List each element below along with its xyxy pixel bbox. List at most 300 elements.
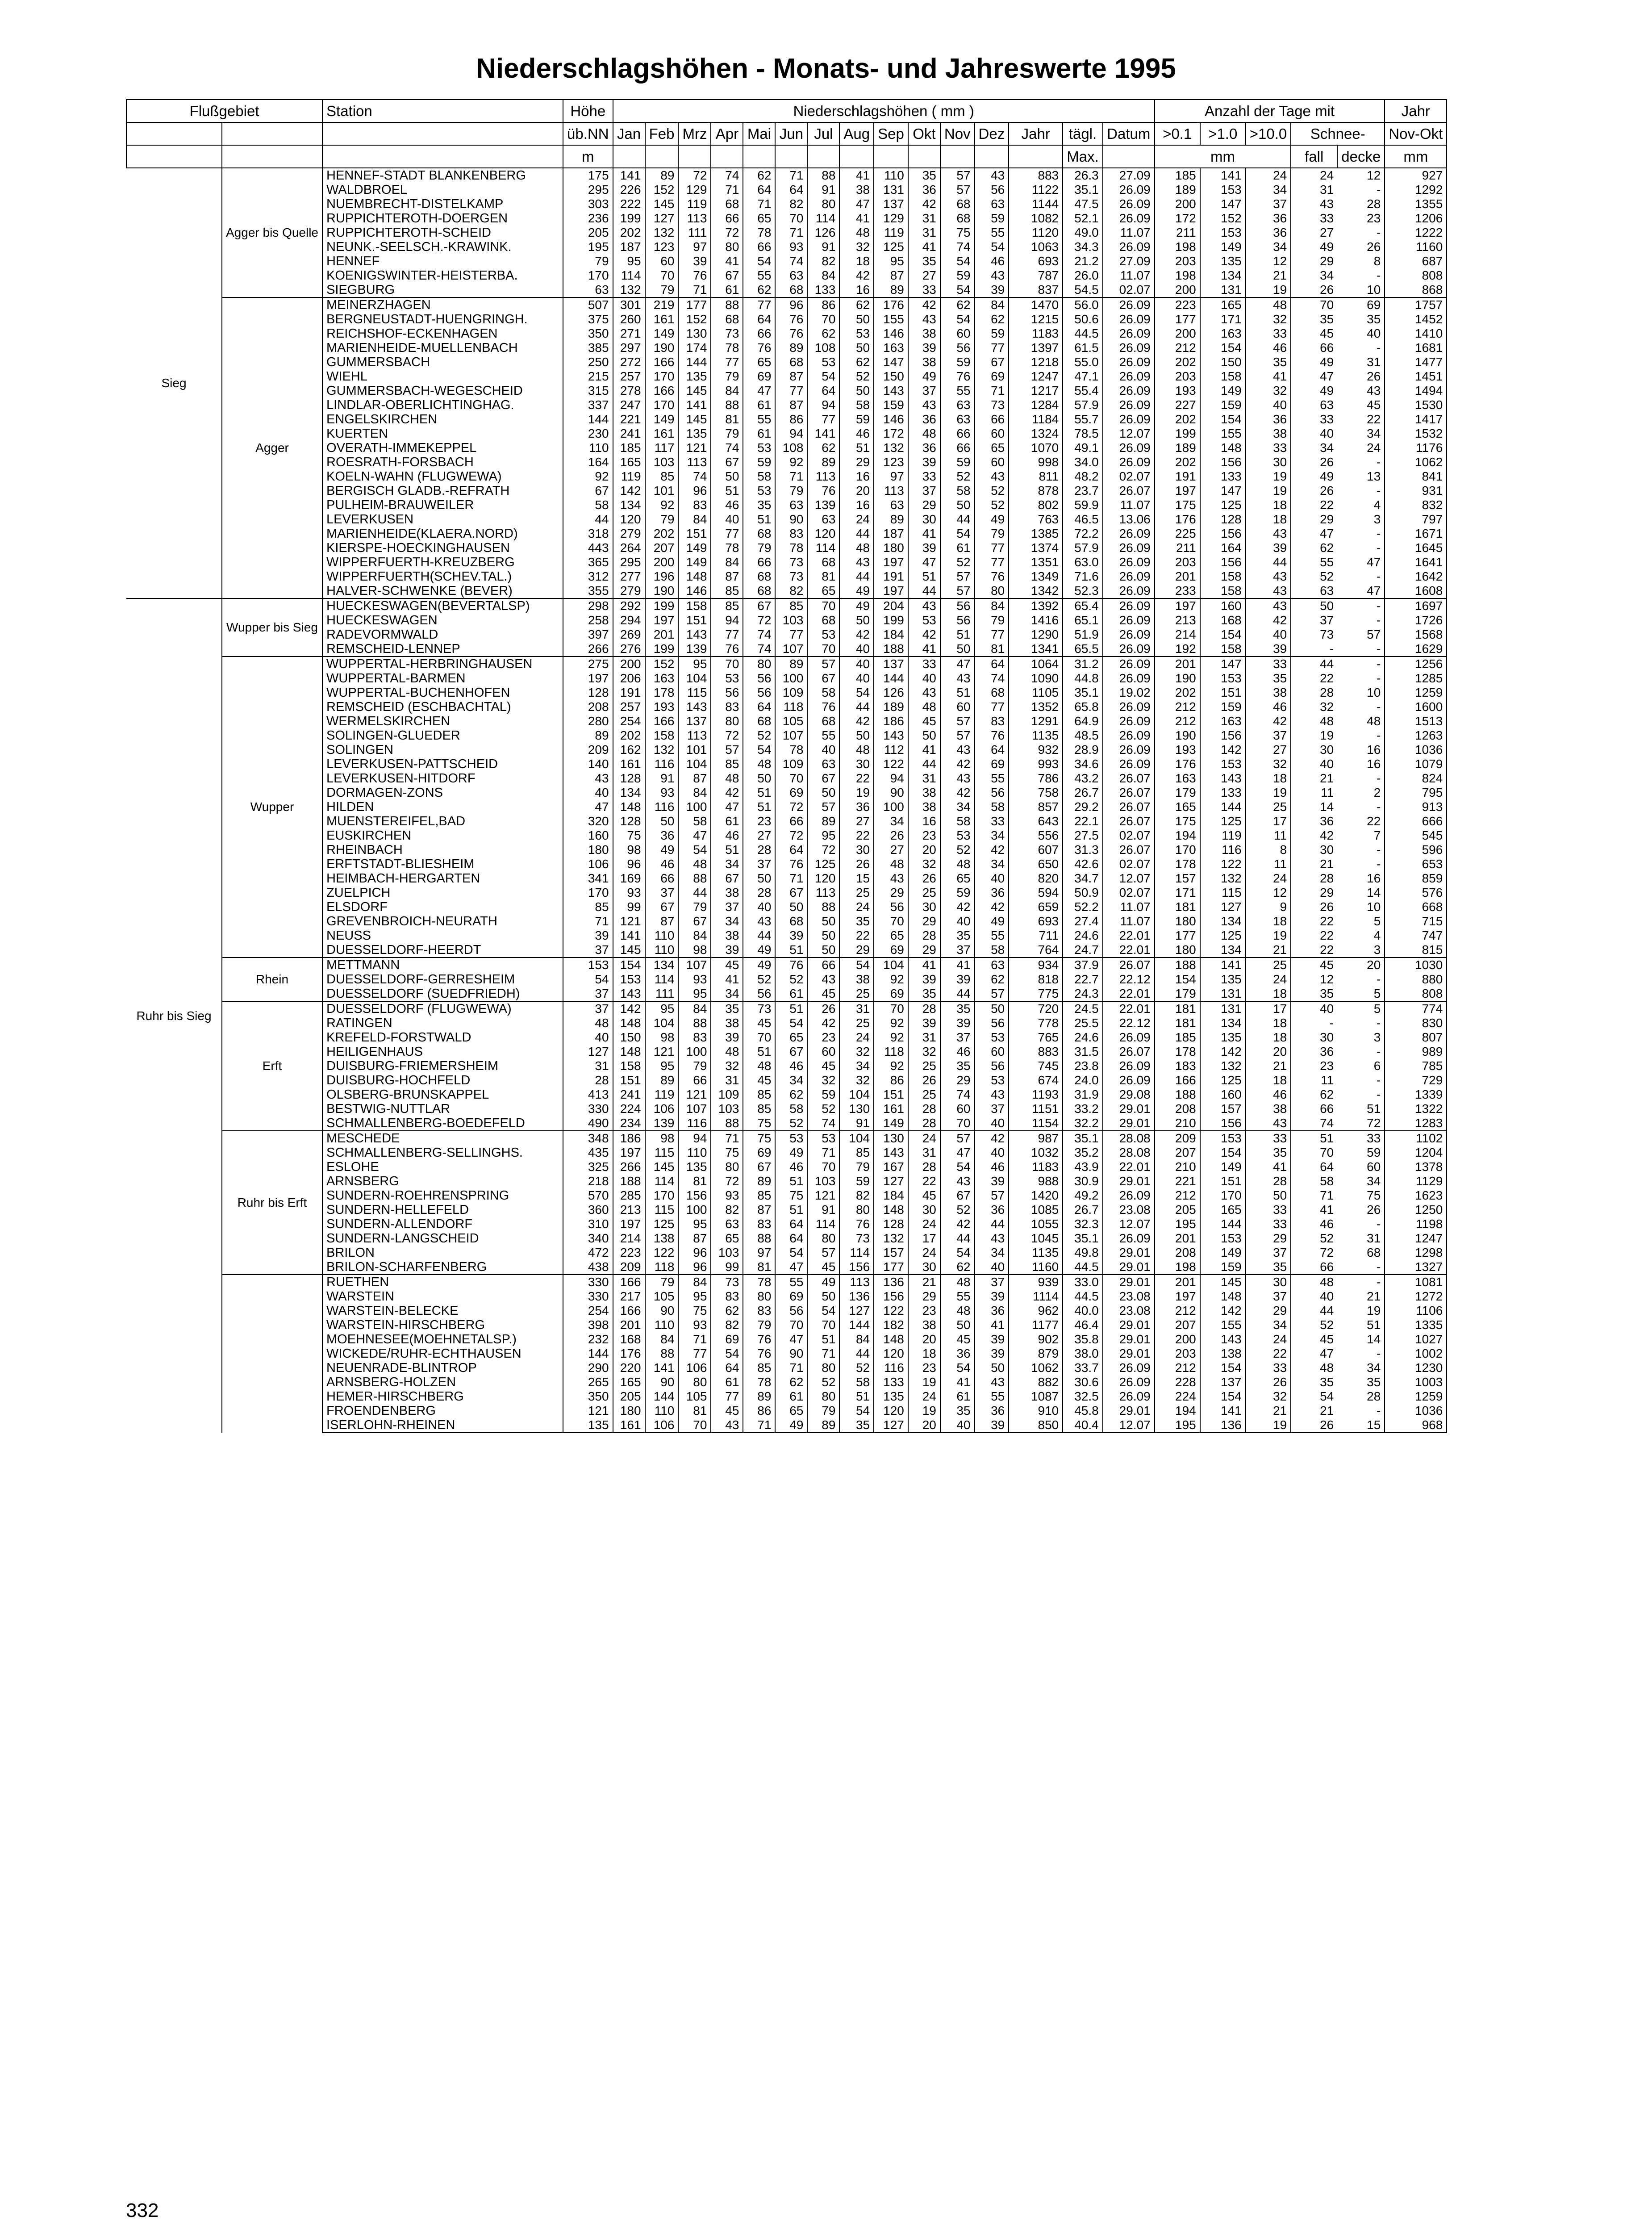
cell-value: 50 xyxy=(743,771,775,786)
cell-value: 44 xyxy=(563,512,613,527)
cell-value: 745 xyxy=(1009,1059,1063,1073)
station-name: MARIENHEIDE(KLAERA.NORD) xyxy=(322,527,563,541)
cell-value: 12.07 xyxy=(1103,427,1155,441)
cell-value: 56 xyxy=(743,686,775,700)
cell-value: 233 xyxy=(1155,584,1200,598)
cell-value: 127 xyxy=(645,211,679,226)
table-row xyxy=(126,828,1447,843)
cell-value: 152 xyxy=(645,657,679,671)
cell-value: 93 xyxy=(775,240,807,254)
cell-value: - xyxy=(1337,1045,1385,1059)
cell-value: 23.7 xyxy=(1063,484,1103,498)
cell-value: 29.01 xyxy=(1103,1332,1155,1346)
cell-value: 153 xyxy=(1200,1131,1246,1146)
subbasin-label: Erft xyxy=(222,1001,322,1131)
cell-value: 1087 xyxy=(1009,1389,1063,1404)
cell-value: 51 xyxy=(1291,1131,1337,1146)
cell-value: 72 xyxy=(711,1174,743,1188)
cell-value: 38 xyxy=(1246,1102,1291,1116)
cell-value: 131 xyxy=(1200,1001,1246,1016)
cell-value: 34 xyxy=(1337,1174,1385,1188)
cell-value: 105 xyxy=(775,714,807,728)
cell-value: 272 xyxy=(613,355,645,369)
cell-value: 49 xyxy=(1320,240,1334,254)
cell-value: 57 xyxy=(975,1188,1009,1203)
cell-value: 43 xyxy=(975,1087,1009,1102)
cell-value: 38 xyxy=(711,886,743,900)
cell-value: 340 xyxy=(563,1231,613,1246)
table-body xyxy=(126,168,1447,1433)
cell-value: 26 xyxy=(908,871,940,886)
cell-value: 200 xyxy=(1155,326,1200,341)
cell-value: 67 xyxy=(807,771,839,786)
cell-value: 53 xyxy=(775,1131,807,1146)
station-name: GREVENBROICH-NEURATH xyxy=(322,914,563,928)
cell-value: 72 xyxy=(743,613,775,627)
cell-value: - xyxy=(1337,527,1385,541)
cell-value: 33 xyxy=(1320,211,1334,225)
cell-value: 266 xyxy=(613,1160,645,1174)
cell-value: 48 xyxy=(711,1045,743,1059)
cell-value: 149 xyxy=(1200,1246,1246,1260)
cell-value: 46 xyxy=(839,427,874,441)
cell-value: 47 xyxy=(1320,1346,1334,1360)
table-row xyxy=(126,197,1447,211)
cell-value: 15 xyxy=(839,871,874,886)
cell-value: 38 xyxy=(839,183,874,197)
station-name: DUESSELDORF-GERRESHEIM xyxy=(322,972,563,987)
cell-value: 37 xyxy=(1246,1289,1291,1304)
cell-value: 159 xyxy=(1200,1260,1246,1275)
cell-value: 207 xyxy=(645,541,679,555)
station-name: WARSTEIN xyxy=(322,1289,563,1304)
cell-value: 1385 xyxy=(1009,527,1063,541)
cell-value: - xyxy=(1337,671,1385,686)
cell-value: 28 xyxy=(1320,686,1334,699)
cell-value: 45 xyxy=(807,1059,839,1073)
cell-value: 57.9 xyxy=(1063,541,1103,555)
cell-value: 43.9 xyxy=(1063,1160,1103,1174)
cell-value: - xyxy=(1337,1217,1385,1231)
cell-value: 25 xyxy=(1246,958,1291,972)
cell-value: 36 xyxy=(1246,211,1291,226)
cell-value: 187 xyxy=(874,527,908,541)
cell-value: 37 xyxy=(975,1275,1009,1289)
cell-value: 155 xyxy=(874,312,908,326)
cell-value: 49 xyxy=(807,1275,839,1289)
cell-value: 650 xyxy=(1009,857,1063,871)
cell-value: 26.09 xyxy=(1103,240,1155,254)
cell-value: 24 xyxy=(839,512,874,527)
cell-value: 49 xyxy=(1320,384,1334,397)
cell-value: 180 xyxy=(1155,914,1200,928)
cell-value: 18 xyxy=(1246,987,1291,1001)
cell-value: 76 xyxy=(711,642,743,657)
cell-value: 191 xyxy=(613,686,645,700)
cell-value: 545 xyxy=(1385,828,1447,843)
cell-value: 69 xyxy=(1337,297,1385,312)
cell-value: 24.6 xyxy=(1063,928,1103,943)
cell-value: 1374 xyxy=(1009,541,1063,555)
cell-value: 51 xyxy=(839,1389,874,1404)
cell-value: 35 xyxy=(743,498,775,512)
cell-value: 137 xyxy=(678,714,711,728)
cell-value: 70 xyxy=(645,268,679,283)
cell-value: 33 xyxy=(1320,412,1334,426)
cell-value: 50 xyxy=(940,1318,975,1332)
cell-value: 31 xyxy=(1320,183,1334,197)
cell-value: 55.7 xyxy=(1063,412,1103,427)
cell-value: 25 xyxy=(839,1016,874,1030)
cell-value: 79 xyxy=(645,1275,679,1289)
header-month: Dez xyxy=(975,122,1009,145)
cell-value: 134 xyxy=(645,958,679,972)
cell-value: 110 xyxy=(645,1404,679,1418)
cell-value: 64 xyxy=(975,657,1009,671)
cell-value: 26 xyxy=(1291,1418,1337,1433)
cell-value: 24 xyxy=(839,1030,874,1045)
cell-value: 164 xyxy=(1200,541,1246,555)
cell-value: 145 xyxy=(1200,1275,1246,1289)
cell-value: 129 xyxy=(874,211,908,226)
header-snow: Schnee- xyxy=(1291,122,1385,145)
cell-value: 65.5 xyxy=(1063,642,1103,657)
table-row xyxy=(126,1001,1447,1016)
cell-value: 105 xyxy=(678,1389,711,1404)
cell-value: 43 xyxy=(908,398,940,412)
cell-value: 70 xyxy=(678,1418,711,1433)
cell-value: 57 xyxy=(940,584,975,598)
cell-value: 79 xyxy=(711,427,743,441)
cell-value: 34 xyxy=(839,1059,874,1073)
table-row xyxy=(126,441,1447,455)
cell-value: 185 xyxy=(613,441,645,455)
cell-value: 136 xyxy=(1200,1418,1246,1433)
cell-value: 51 xyxy=(775,1174,807,1188)
cell-value: 58 xyxy=(678,814,711,828)
cell-value: 33 xyxy=(908,469,940,484)
cell-value: 35 xyxy=(1320,1375,1334,1389)
cell-value: 46 xyxy=(1320,1217,1334,1231)
cell-value: 150 xyxy=(1200,355,1246,369)
page-number: 332 xyxy=(126,2200,159,2221)
cell-value: 156 xyxy=(839,1260,874,1275)
cell-value: 66 xyxy=(743,240,775,254)
cell-value: 882 xyxy=(1009,1375,1063,1389)
cell-value: 27 xyxy=(743,828,775,843)
cell-value: 178 xyxy=(645,686,679,700)
cell-value: 116 xyxy=(678,1116,711,1131)
cell-value: 137 xyxy=(1200,1375,1246,1389)
cell-value: 1378 xyxy=(1385,1160,1447,1174)
cell-value: 114 xyxy=(613,268,645,283)
cell-value: 175 xyxy=(563,168,613,183)
cell-value: 86 xyxy=(743,1404,775,1418)
cell-value: 79 xyxy=(775,484,807,498)
cell-value: 128 xyxy=(563,686,613,700)
cell-value: 46 xyxy=(1246,700,1291,714)
cell-value: 93 xyxy=(678,972,711,987)
cell-value: 26 xyxy=(839,857,874,871)
cell-value: 42 xyxy=(940,1217,975,1231)
subbasin-label xyxy=(222,1275,322,1433)
cell-value: 41 xyxy=(908,642,940,657)
cell-value: 241 xyxy=(613,1087,645,1102)
cell-value: 141 xyxy=(645,1361,679,1375)
cell-value: 66 xyxy=(678,1073,711,1087)
cell-value: 70 xyxy=(807,642,839,657)
cell-value: 143 xyxy=(1200,1332,1246,1346)
cell-value: 156 xyxy=(678,1188,711,1203)
cell-value: 35.8 xyxy=(1063,1332,1103,1346)
cell-value: 21 xyxy=(1320,857,1334,871)
cell-value: 42 xyxy=(940,900,975,914)
cell-value: 39 xyxy=(775,928,807,943)
cell-value: 40 xyxy=(975,871,1009,886)
cell-value: 91 xyxy=(839,1116,874,1131)
cell-value: 68 xyxy=(775,914,807,928)
cell-value: 9 xyxy=(1246,900,1291,914)
cell-value: 84 xyxy=(711,384,743,398)
cell-value: 143 xyxy=(874,1146,908,1160)
cell-value: 76 xyxy=(743,1332,775,1346)
cell-value: 29.01 xyxy=(1103,1246,1155,1260)
table-row xyxy=(126,1404,1447,1418)
cell-value: 19 xyxy=(1246,928,1291,943)
cell-value: 1355 xyxy=(1385,197,1447,211)
cell-value: 55 xyxy=(975,226,1009,240)
table-row xyxy=(126,512,1447,527)
cell-value: 51 xyxy=(1337,1318,1385,1332)
cell-value: 989 xyxy=(1385,1045,1447,1059)
cell-value: 35 xyxy=(839,914,874,928)
station-name: WALDBROEL xyxy=(322,183,563,197)
cell-value: 68 xyxy=(807,714,839,728)
cell-value: 103 xyxy=(807,1174,839,1188)
cell-value: 55 xyxy=(975,1389,1009,1404)
cell-value: 70 xyxy=(874,1001,908,1016)
cell-value: 62 xyxy=(975,312,1009,326)
cell-value: 89 xyxy=(807,814,839,828)
cell-value: 47 xyxy=(563,800,613,814)
table-row xyxy=(126,283,1447,297)
cell-value: 26.09 xyxy=(1103,555,1155,569)
cell-value: 910 xyxy=(1009,1404,1063,1418)
table-row xyxy=(126,1389,1447,1404)
cell-value: 1352 xyxy=(1009,700,1063,714)
cell-value: 72 xyxy=(807,843,839,857)
cell-value: 212 xyxy=(1155,1304,1200,1318)
cell-value: 227 xyxy=(1155,398,1200,412)
table-row xyxy=(126,972,1447,987)
cell-value: 58 xyxy=(975,943,1009,958)
cell-value: 65 xyxy=(743,211,775,226)
cell-value: 113 xyxy=(807,886,839,900)
cell-value: 213 xyxy=(1155,613,1200,627)
cell-value: 38 xyxy=(908,800,940,814)
cell-value: 58 xyxy=(975,800,1009,814)
cell-value: 197 xyxy=(563,671,613,686)
cell-value: 146 xyxy=(678,584,711,598)
cell-value: 46.5 xyxy=(1063,512,1103,527)
cell-value: 65 xyxy=(711,1231,743,1246)
cell-value: 63 xyxy=(807,512,839,527)
cell-value: 55.4 xyxy=(1063,384,1103,398)
cell-value: 38 xyxy=(908,786,940,800)
cell-value: 200 xyxy=(613,657,645,671)
cell-value: 202 xyxy=(1155,455,1200,469)
cell-value: 43.2 xyxy=(1063,771,1103,786)
cell-value: 54 xyxy=(807,369,839,384)
station-name: BESTWIG-NUTTLAR xyxy=(322,1102,563,1116)
cell-value: 37.9 xyxy=(1063,958,1103,972)
cell-value: 26.07 xyxy=(1103,484,1155,498)
cell-value: 1726 xyxy=(1385,613,1447,627)
cell-value: 18 xyxy=(1246,498,1291,512)
cell-value: 42.6 xyxy=(1063,857,1103,871)
cell-value: 177 xyxy=(1155,928,1200,943)
cell-value: 43 xyxy=(908,686,940,700)
cell-value: 55 xyxy=(940,384,975,398)
header-snowfall: fall xyxy=(1291,145,1337,168)
cell-value: 1420 xyxy=(1009,1188,1063,1203)
cell-value: 26.09 xyxy=(1103,355,1155,369)
cell-value: 34 xyxy=(975,1246,1009,1260)
cell-value: 43 xyxy=(975,1375,1009,1389)
cell-value: 23 xyxy=(908,1304,940,1318)
cell-value: 22.12 xyxy=(1103,972,1155,987)
cell-value: 47 xyxy=(940,657,975,671)
cell-value: 67 xyxy=(563,484,613,498)
table-row xyxy=(126,1418,1447,1433)
cell-value: 63 xyxy=(563,283,613,297)
cell-value: 48 xyxy=(1320,1361,1334,1375)
cell-value: 190 xyxy=(1155,728,1200,743)
cell-value: 131 xyxy=(874,183,908,197)
cell-value: 87 xyxy=(711,569,743,584)
cell-value: 81 xyxy=(678,1174,711,1188)
cell-value: 134 xyxy=(1200,268,1246,283)
cell-value: 330 xyxy=(563,1275,613,1289)
cell-value: 40 xyxy=(975,1146,1009,1160)
cell-value: 84 xyxy=(678,1275,711,1289)
cell-value: 47 xyxy=(743,384,775,398)
cell-value: 94 xyxy=(775,427,807,441)
cell-value: 146 xyxy=(874,326,908,341)
cell-value: 90 xyxy=(645,1375,679,1389)
cell-value: 212 xyxy=(1155,1188,1200,1203)
cell-value: 30 xyxy=(908,512,940,527)
cell-value: 158 xyxy=(645,728,679,743)
cell-value: 1002 xyxy=(1385,1346,1447,1361)
cell-value: 48 xyxy=(1320,714,1334,728)
cell-value: 26.09 xyxy=(1103,312,1155,326)
cell-value: 45 xyxy=(908,1188,940,1203)
cell-value: 31 xyxy=(908,211,940,226)
cell-value: 34 xyxy=(1337,1361,1385,1375)
cell-value: 120 xyxy=(874,1404,908,1418)
cell-value: 80 xyxy=(839,1203,874,1217)
cell-value: 107 xyxy=(678,958,711,972)
cell-value: 43 xyxy=(975,1231,1009,1246)
cell-value: 83 xyxy=(711,1289,743,1304)
cell-value: 79 xyxy=(563,254,613,268)
station-name: REMSCHEID-LENNEP xyxy=(322,642,563,657)
cell-value: 21 xyxy=(1337,1289,1385,1304)
cell-value: 50.6 xyxy=(1063,312,1103,326)
cell-value: 130 xyxy=(874,1131,908,1146)
cell-value: 48 xyxy=(940,1275,975,1289)
cell-value: 210 xyxy=(1155,1160,1200,1174)
cell-value: 507 xyxy=(563,297,613,312)
cell-value: 70 xyxy=(1291,297,1337,312)
cell-value: 45 xyxy=(1320,326,1334,340)
cell-value: 25 xyxy=(908,1059,940,1073)
cell-value: 73 xyxy=(1320,627,1334,641)
cell-value: 170 xyxy=(645,369,679,384)
cell-value: 189 xyxy=(1155,183,1200,197)
cell-value: 89 xyxy=(645,1073,679,1087)
cell-value: 26.09 xyxy=(1103,1361,1155,1375)
table-row xyxy=(126,1174,1447,1188)
cell-value: 29.01 xyxy=(1103,1275,1155,1289)
cell-value: 16 xyxy=(839,283,874,297)
cell-value: 34 xyxy=(874,814,908,828)
cell-value: 223 xyxy=(613,1246,645,1260)
cell-value: 79 xyxy=(645,283,679,297)
cell-value: 64 xyxy=(975,743,1009,757)
cell-value: 163 xyxy=(645,671,679,686)
cell-value: 39 xyxy=(1246,541,1291,555)
cell-value: 48 xyxy=(839,743,874,757)
cell-value: 158 xyxy=(613,1059,645,1073)
cell-value: 1102 xyxy=(1385,1131,1447,1146)
cell-value: 1608 xyxy=(1385,584,1447,598)
table-row xyxy=(126,1217,1447,1231)
cell-value: 135 xyxy=(1200,1030,1246,1045)
cell-value: 43 xyxy=(1246,584,1291,598)
cell-value: 176 xyxy=(1155,757,1200,771)
cell-value: 1090 xyxy=(1009,671,1063,686)
station-name: MOEHNESEE(MOEHNETALSP.) xyxy=(322,1332,563,1346)
cell-value: 67 xyxy=(940,1188,975,1203)
cell-value: 95 xyxy=(613,254,645,268)
cell-value: 15 xyxy=(1337,1418,1385,1433)
cell-value: 144 xyxy=(1200,1217,1246,1231)
cell-value: 71 xyxy=(775,168,807,183)
cell-value: 4 xyxy=(1337,498,1385,512)
cell-value: 202 xyxy=(1155,412,1200,427)
cell-value: 48 xyxy=(839,226,874,240)
cell-value: 58 xyxy=(563,498,613,512)
cell-value: 36 xyxy=(975,1203,1009,1217)
cell-value: 55 xyxy=(940,1289,975,1304)
station-name: WIPPERFUERTH-KREUZBERG xyxy=(322,555,563,569)
cell-value: 107 xyxy=(775,642,807,657)
cell-value: 715 xyxy=(1385,914,1447,928)
cell-value: 44 xyxy=(839,700,874,714)
cell-value: 170 xyxy=(563,268,613,283)
cell-value: 43 xyxy=(1246,1116,1291,1131)
cell-value: 66 xyxy=(743,326,775,341)
cell-value: 67 xyxy=(807,671,839,686)
cell-value: 60 xyxy=(645,254,679,268)
table-row xyxy=(126,958,1447,972)
cell-value: 59 xyxy=(743,455,775,469)
cell-value: 76 xyxy=(975,569,1009,584)
cell-value: 31 xyxy=(908,1030,940,1045)
cell-value: 114 xyxy=(645,972,679,987)
